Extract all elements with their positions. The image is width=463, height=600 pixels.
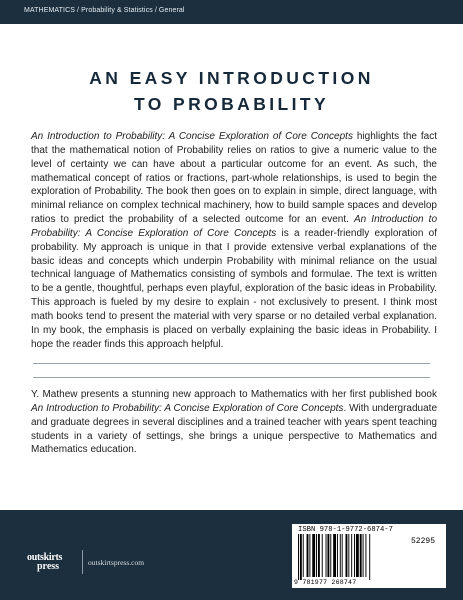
author-bio-run: Y. Mathew presents a stunning new approach to Mathematics with her first published book: [31, 389, 437, 400]
book-title-line-2: TO PROBABILITY: [133, 94, 330, 114]
top-band: [0, 0, 463, 24]
divider-rule-bottom: [33, 377, 430, 378]
publisher-url: outskirtspress.com: [88, 558, 145, 567]
barcode-block: [292, 524, 446, 588]
description-run: An Introduction to Probability: A Concise Exploration of Core Concepts: [31, 131, 353, 142]
publisher-divider: [82, 550, 83, 574]
book-title-line-1: AN EASY INTRODUCTION: [89, 68, 374, 88]
author-bio-run: An Introduction to Probability: A Concise Exploration of Core Concepts: [31, 402, 344, 414]
barcode-icon: [296, 534, 406, 580]
isbn-label: ISBN 978-1-9772-6874-7: [298, 526, 393, 534]
description-run: An Introduction to Probability: A Concise Exploration of Core Concepts: [31, 214, 438, 239]
publisher-logo: [27, 553, 77, 571]
publisher-logo-line-1: outskirts: [27, 552, 63, 563]
ean-digits: 9 781977 268747: [294, 579, 357, 586]
author-bio-run: . With undergraduate and graduate degrees in several disciplines and a trained teacher with years spent teaching students in a variety of settings, she brings a unique perspective to Mathematics and Mathematics education.: [31, 402, 437, 456]
author-bio: [31, 388, 437, 483]
book-description: [31, 130, 437, 354]
category-label: MATHEMATICS / Probability & Statistics / General: [24, 7, 185, 14]
description-run: highlights the fact that the mathematical notion of Probability relies on ratios to give a numeric value to the level of certainty we can have about a particular outcome for an event. As such, the mathematical concept of ratios or fractions, part-whole relationships, is used to begin the exploration of Probability. The book then goes on to explain in simple, direct language, with minimal reliance on complex technical machinery, how to build sample spaces and develop ratios to predict the probability of a selected outcome for an event.: [31, 131, 437, 226]
divider-rule-top: [33, 363, 430, 364]
publisher-logo-line-2: press: [37, 561, 60, 572]
price-code: 52295: [411, 537, 436, 546]
description-run: is a reader-friendly exploration of probability. My approach is unique in that I provide extensive verbal explanations of the basic ideas and concepts which underpin Probability with minimal reliance on the usual technical language of Mathematics consisting of symbols and formulae. The text is written to be a gentle, thoughtful, perhaps even playful, exploration of the basic ideas in Probability. This approach is fueled by my desire to explain - not exclusively to present. I think most math books tend to present the material with very sparse or no detailed verbal explanation. In my book, the emphasis is placed on verbally explaining the basic ideas in Probability. I hope the reader finds this approach helpful.: [31, 227, 437, 350]
